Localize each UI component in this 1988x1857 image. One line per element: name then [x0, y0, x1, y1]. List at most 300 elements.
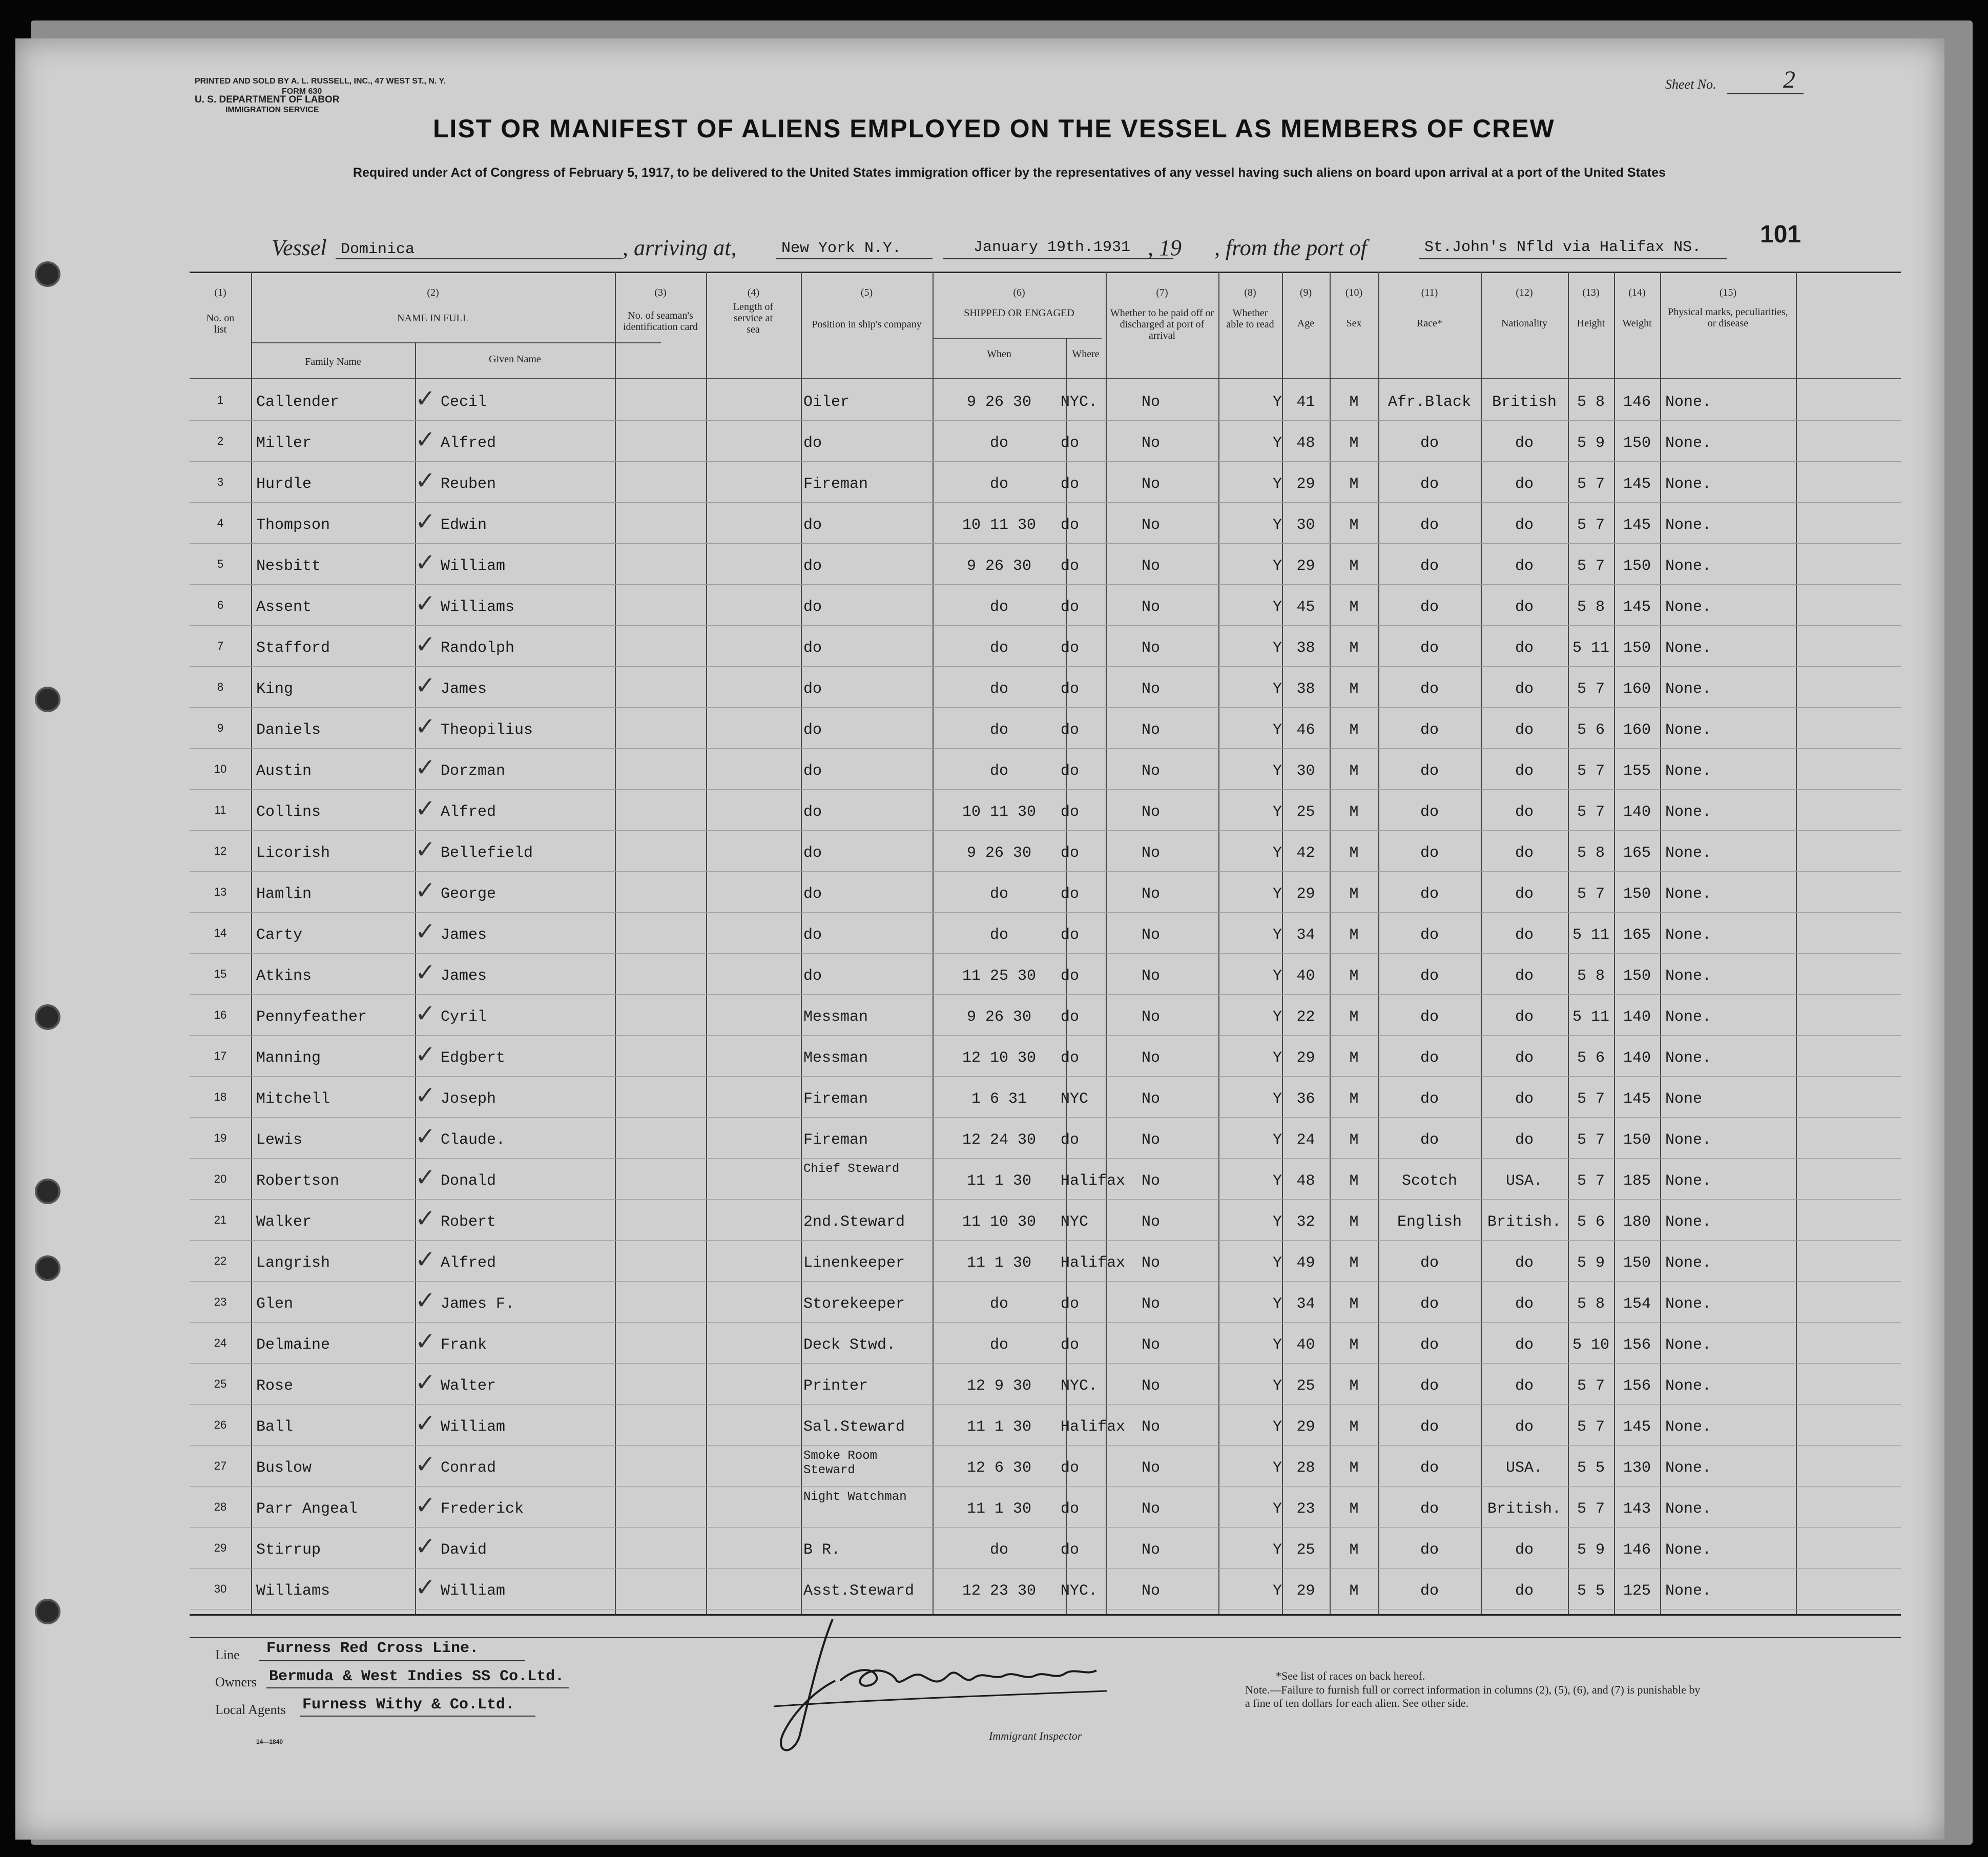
cell-sex: M — [1349, 1500, 1359, 1518]
cell-given-name: Frank — [441, 1336, 487, 1354]
cell-sex: M — [1349, 599, 1359, 616]
col-num: (10) — [1345, 287, 1363, 298]
cell-nationality: do — [1515, 1090, 1534, 1108]
cell-position: Night Watchman — [803, 1490, 907, 1504]
cell-height: 5 7 — [1577, 1377, 1605, 1395]
cell-family-name: Daniels — [256, 721, 321, 739]
cell-row-number: 21 — [214, 1213, 227, 1226]
cell-sex: M — [1349, 1541, 1359, 1559]
cell-row-number: 10 — [214, 762, 227, 775]
row-rule — [190, 502, 1901, 503]
cell-able-to-read: Y — [1272, 844, 1282, 862]
cell-shipped-where: do — [1061, 1541, 1080, 1559]
cell-given-name: Williams — [441, 599, 515, 616]
cell-shipped-where: do — [1061, 599, 1080, 616]
agents-label: Local Agents — [215, 1702, 286, 1717]
owners-underline — [266, 1687, 569, 1688]
cell-able-to-read: Y — [1272, 721, 1282, 739]
cell-able-to-read: Y — [1272, 1377, 1282, 1395]
col-header-sex: Sex — [1346, 318, 1362, 329]
cell-nationality: do — [1515, 1295, 1534, 1313]
cell-physical-marks: None. — [1665, 803, 1712, 821]
cell-age: 28 — [1296, 1459, 1315, 1477]
cell-age: 29 — [1296, 476, 1315, 493]
cell-sex: M — [1349, 762, 1359, 780]
cell-sex: M — [1349, 885, 1359, 903]
cell-physical-marks: None — [1665, 1090, 1703, 1108]
cell-family-name: Hurdle — [256, 476, 312, 493]
cell-height: 5 10 — [1572, 1336, 1609, 1354]
row-rule — [190, 1076, 1901, 1077]
row-rule — [190, 666, 1901, 667]
cell-nationality: do — [1515, 558, 1534, 575]
cell-sex: M — [1349, 1582, 1359, 1600]
cell-age: 36 — [1296, 1090, 1315, 1108]
cell-position: do — [803, 844, 822, 862]
cell-nationality: British. — [1487, 1213, 1562, 1231]
cell-family-name: Callender — [256, 394, 340, 411]
cell-family-name: Licorish — [256, 844, 330, 862]
cell-shipped-when: 10 11 30 — [962, 803, 1037, 821]
cell-shipped-when: do — [989, 639, 1008, 657]
cell-nationality: do — [1515, 803, 1534, 821]
cell-able-to-read: Y — [1272, 1295, 1282, 1313]
cell-shipped-when: 12 10 30 — [962, 1049, 1037, 1067]
row-rule — [190, 1035, 1901, 1036]
col-header-no: No. on list — [206, 313, 235, 335]
cell-shipped-when: do — [989, 1541, 1008, 1559]
cell-given-name: Frederick — [441, 1500, 524, 1518]
cell-sex: M — [1349, 517, 1359, 534]
cell-able-to-read: Y — [1272, 1172, 1282, 1190]
cell-nationality: do — [1515, 1582, 1534, 1600]
cell-height: 5 7 — [1577, 476, 1605, 493]
cell-shipped-when: do — [989, 926, 1008, 944]
cell-nationality: do — [1515, 1008, 1534, 1026]
cell-family-name: Nesbitt — [256, 558, 321, 575]
cell-sex: M — [1349, 435, 1359, 452]
row-rule — [190, 912, 1901, 913]
checkmark-icon: ✓ — [415, 958, 436, 987]
cell-weight: 160 — [1623, 680, 1651, 698]
cell-family-name: Assent — [256, 599, 312, 616]
cell-shipped-where: do — [1061, 1131, 1080, 1149]
cell-able-to-read: Y — [1272, 1090, 1282, 1108]
cell-weight: 150 — [1623, 967, 1651, 985]
cell-weight: 145 — [1623, 599, 1651, 616]
col-num: (9) — [1299, 287, 1312, 298]
page-stamp-number: 101 — [1760, 221, 1801, 248]
cell-family-name: Pennyfeather — [256, 1008, 367, 1026]
cell-race: do — [1420, 1500, 1439, 1518]
cell-position: Fireman — [803, 1090, 868, 1108]
cell-able-to-read: Y — [1272, 476, 1282, 493]
cell-shipped-when: 11 25 30 — [962, 967, 1037, 985]
cell-race: do — [1420, 1131, 1439, 1149]
cell-shipped-when: 9 26 30 — [966, 394, 1032, 411]
cell-given-name: James F. — [441, 1295, 515, 1313]
cell-paid-off: No — [1142, 926, 1161, 944]
checkmark-icon: ✓ — [415, 1163, 436, 1192]
cell-family-name: Thompson — [256, 517, 330, 534]
cell-physical-marks: None. — [1665, 1336, 1712, 1354]
cell-row-number: 24 — [214, 1336, 227, 1349]
cell-age: 30 — [1296, 517, 1315, 534]
cell-shipped-where: NYC. — [1061, 1377, 1098, 1395]
cell-weight: 125 — [1623, 1582, 1651, 1600]
cell-row-number: 1 — [217, 394, 224, 406]
checkmark-icon: ✓ — [415, 1450, 436, 1479]
cell-given-name: Reuben — [441, 476, 496, 493]
col-num: (1) — [214, 287, 226, 298]
cell-row-number: 22 — [214, 1254, 227, 1267]
vessel-name: Dominica — [341, 241, 415, 258]
cell-paid-off: No — [1142, 639, 1161, 657]
cell-given-name: James — [441, 680, 487, 698]
cell-row-number: 3 — [217, 476, 224, 488]
row-rule — [190, 1240, 1901, 1241]
cell-weight: 145 — [1623, 517, 1651, 534]
cell-paid-off: No — [1142, 803, 1161, 821]
cell-shipped-when: do — [989, 721, 1008, 739]
cell-sex: M — [1349, 1254, 1359, 1272]
cell-weight: 165 — [1623, 844, 1651, 862]
cell-shipped-where: do — [1061, 926, 1080, 944]
checkmark-icon: ✓ — [415, 876, 436, 905]
cell-physical-marks: None. — [1665, 599, 1712, 616]
cell-given-name: Alfred — [441, 435, 496, 452]
cell-nationality: do — [1515, 1418, 1534, 1436]
cell-weight: 156 — [1623, 1336, 1651, 1354]
cell-race: do — [1420, 1295, 1439, 1313]
table-top-rule — [190, 272, 1901, 273]
cell-shipped-where: do — [1061, 639, 1080, 657]
cell-family-name: Stafford — [256, 639, 330, 657]
cell-physical-marks: None. — [1665, 1459, 1712, 1477]
cell-paid-off: No — [1142, 476, 1161, 493]
cell-race: do — [1420, 1049, 1439, 1067]
shipped-subheader-rule — [933, 338, 1102, 339]
cell-position: Smoke Room Steward — [803, 1449, 878, 1477]
arrival-date: January 19th.1931 — [974, 239, 1131, 256]
line-label: Line — [215, 1647, 240, 1662]
cell-position: Fireman — [803, 476, 868, 493]
cell-nationality: do — [1515, 721, 1534, 739]
cell-weight: 150 — [1623, 639, 1651, 657]
cell-position: 2nd.Steward — [803, 1213, 905, 1231]
cell-position: Linenkeeper — [803, 1254, 905, 1272]
cell-position: Oiler — [803, 394, 850, 411]
cell-physical-marks: None. — [1665, 639, 1712, 657]
cell-row-number: 2 — [217, 435, 224, 447]
cell-paid-off: No — [1142, 1172, 1161, 1190]
cell-given-name: William — [441, 1582, 506, 1600]
fine-note: Note.—Failure to furnish full or correct information in columns (2), (5), (6), and (7) is punishable by a fine of ten dollars for each alien. See other side. — [1245, 1683, 1701, 1709]
cell-sex: M — [1349, 926, 1359, 944]
col-rule — [933, 272, 934, 1614]
row-rule — [190, 584, 1901, 585]
cell-shipped-where: do — [1061, 476, 1080, 493]
cell-position: Chief Steward — [803, 1162, 900, 1176]
checkmark-icon: ✓ — [415, 1040, 436, 1069]
cell-family-name: Williams — [256, 1582, 330, 1600]
cell-age: 38 — [1296, 639, 1315, 657]
cell-height: 5 7 — [1577, 1172, 1605, 1190]
cell-physical-marks: None. — [1665, 1377, 1712, 1395]
cell-height: 5 6 — [1577, 1049, 1605, 1067]
cell-height: 5 7 — [1577, 1090, 1605, 1108]
cell-race: do — [1420, 599, 1439, 616]
owners-label: Owners — [215, 1675, 257, 1689]
cell-sex: M — [1349, 394, 1359, 411]
cell-paid-off: No — [1142, 680, 1161, 698]
requirement-text: Required under Act of Congress of February 5, 1917, to be delivered to the United States immigration officer by the representatives of any vessel having such aliens on board upon arrival at a port of the United States — [353, 166, 1666, 180]
arrival-port: New York N.Y. — [781, 240, 902, 257]
cell-nationality: do — [1515, 517, 1534, 534]
cell-nationality: do — [1515, 435, 1534, 452]
cell-nationality: British — [1492, 394, 1557, 411]
cell-able-to-read: Y — [1272, 599, 1282, 616]
cell-weight: 130 — [1623, 1459, 1651, 1477]
cell-height: 5 5 — [1577, 1459, 1605, 1477]
cell-nationality: British. — [1487, 1500, 1562, 1518]
checkmark-icon: ✓ — [415, 1532, 436, 1561]
cell-height: 5 8 — [1577, 599, 1605, 616]
cell-position: do — [803, 721, 822, 739]
cell-family-name: King — [256, 680, 294, 698]
cell-row-number: 30 — [214, 1582, 227, 1595]
row-rule — [190, 1281, 1901, 1282]
cell-paid-off: No — [1142, 1582, 1161, 1600]
cell-age: 25 — [1296, 803, 1315, 821]
cell-nationality: do — [1515, 476, 1534, 493]
cell-able-to-read: Y — [1272, 435, 1282, 452]
cell-age: 41 — [1296, 394, 1315, 411]
cell-given-name: Randolph — [441, 639, 515, 657]
year-label: , 19 — [1148, 235, 1182, 260]
col-header-shipped: SHIPPED OR ENGAGED — [964, 307, 1074, 319]
cell-race: do — [1420, 762, 1439, 780]
cell-shipped-when: 11 1 30 — [966, 1172, 1032, 1190]
cell-position: do — [803, 517, 822, 534]
cell-shipped-where: do — [1061, 721, 1080, 739]
cell-row-number: 13 — [214, 885, 227, 898]
cell-row-number: 16 — [214, 1008, 227, 1021]
row-rule — [190, 625, 1901, 626]
cell-age: 29 — [1296, 885, 1315, 903]
cell-shipped-when: do — [989, 1295, 1008, 1313]
cell-paid-off: No — [1142, 517, 1161, 534]
cell-weight: 165 — [1623, 926, 1651, 944]
cell-age: 29 — [1296, 1418, 1315, 1436]
col-rule — [1796, 272, 1797, 1614]
cell-paid-off: No — [1142, 599, 1161, 616]
cell-height: 5 6 — [1577, 721, 1605, 739]
cell-shipped-when: 12 6 30 — [966, 1459, 1032, 1477]
cell-age: 24 — [1296, 1131, 1315, 1149]
cell-family-name: Hamlin — [256, 885, 312, 903]
cell-family-name: Collins — [256, 803, 321, 821]
cell-age: 42 — [1296, 844, 1315, 862]
header-bottom-rule — [190, 378, 1901, 379]
row-rule — [190, 789, 1901, 790]
checkmark-icon: ✓ — [415, 835, 436, 864]
vessel-underline — [336, 258, 623, 259]
cell-paid-off: No — [1142, 1049, 1161, 1067]
checkmark-icon: ✓ — [415, 1409, 436, 1438]
cell-given-name: James — [441, 967, 487, 985]
name-subheader-rule — [251, 342, 661, 343]
cell-row-number: 19 — [214, 1131, 227, 1144]
cell-given-name: Theopilius — [441, 721, 533, 739]
checkmark-icon: ✓ — [415, 1368, 436, 1397]
cell-race: do — [1420, 803, 1439, 821]
cell-sex: M — [1349, 1295, 1359, 1313]
cell-physical-marks: None. — [1665, 680, 1712, 698]
checkmark-icon: ✓ — [415, 1327, 436, 1356]
col-header-weight: Weight — [1622, 318, 1652, 329]
line-underline — [259, 1660, 525, 1661]
cell-given-name: Claude. — [441, 1131, 506, 1149]
cell-height: 5 8 — [1577, 967, 1605, 985]
col-header-given: Given Name — [489, 354, 541, 365]
punch-hole — [35, 261, 60, 287]
row-rule — [190, 420, 1901, 421]
cell-race: do — [1420, 1541, 1439, 1559]
cell-shipped-where: do — [1061, 844, 1080, 862]
cell-height: 5 6 — [1577, 1213, 1605, 1231]
cell-shipped-where: Halifax — [1061, 1254, 1126, 1272]
cell-paid-off: No — [1142, 1377, 1161, 1395]
cell-able-to-read: Y — [1272, 558, 1282, 575]
cell-paid-off: No — [1142, 1459, 1161, 1477]
cell-sex: M — [1349, 721, 1359, 739]
checkmark-icon: ✓ — [415, 671, 436, 700]
cell-sex: M — [1349, 1172, 1359, 1190]
row-rule — [190, 830, 1901, 831]
col-header-nationality: Nationality — [1501, 318, 1547, 329]
cell-physical-marks: None. — [1665, 476, 1712, 493]
cell-shipped-where: do — [1061, 1049, 1080, 1067]
steamship-line: Furness Red Cross Line. — [266, 1640, 479, 1657]
col-header-name: NAME IN FULL — [397, 313, 469, 324]
cell-family-name: Miller — [256, 435, 312, 452]
cell-sex: M — [1349, 1377, 1359, 1395]
cell-able-to-read: Y — [1272, 1459, 1282, 1477]
cell-race: do — [1420, 1336, 1439, 1354]
cell-row-number: 6 — [217, 599, 224, 611]
cell-position: Fireman — [803, 1131, 868, 1149]
cell-height: 5 7 — [1577, 1418, 1605, 1436]
cell-shipped-when: 11 10 30 — [962, 1213, 1037, 1231]
cell-shipped-when: 11 1 30 — [966, 1418, 1032, 1436]
checkmark-icon: ✓ — [415, 999, 436, 1028]
cell-position: do — [803, 967, 822, 985]
form-number: FORM 630 — [282, 87, 322, 96]
col-header-height: Height — [1577, 318, 1605, 329]
col-rule — [706, 272, 707, 1614]
cell-age: 22 — [1296, 1008, 1315, 1026]
cell-position: B R. — [803, 1541, 841, 1559]
checkmark-icon: ✓ — [415, 1286, 436, 1315]
cell-height: 5 11 — [1572, 639, 1609, 657]
cell-weight: 145 — [1623, 476, 1651, 493]
cell-age: 30 — [1296, 762, 1315, 780]
date-underline — [943, 258, 1173, 259]
cell-row-number: 14 — [214, 926, 227, 939]
cell-position: do — [803, 680, 822, 698]
cell-shipped-when: 12 9 30 — [966, 1377, 1032, 1395]
cell-age: 23 — [1296, 1500, 1315, 1518]
cell-able-to-read: Y — [1272, 1008, 1282, 1026]
cell-paid-off: No — [1142, 1254, 1161, 1272]
cell-age: 49 — [1296, 1254, 1315, 1272]
cell-height: 5 7 — [1577, 558, 1605, 575]
cell-nationality: USA. — [1505, 1459, 1543, 1477]
cell-able-to-read: Y — [1272, 1500, 1282, 1518]
cell-sex: M — [1349, 1131, 1359, 1149]
row-rule — [190, 748, 1901, 749]
cell-sex: M — [1349, 1336, 1359, 1354]
cell-shipped-where: do — [1061, 1295, 1080, 1313]
sheet-underline — [1727, 93, 1804, 94]
cell-given-name: William — [441, 1418, 506, 1436]
cell-nationality: USA. — [1505, 1172, 1543, 1190]
col-num: (2) — [427, 287, 439, 298]
cell-height: 5 7 — [1577, 517, 1605, 534]
departure-port: St.John's Nfld via Halifax NS. — [1424, 239, 1702, 256]
cell-paid-off: No — [1142, 1090, 1161, 1108]
col-num: (13) — [1582, 287, 1600, 298]
cell-shipped-when: 11 1 30 — [966, 1254, 1032, 1272]
cell-shipped-where: do — [1061, 517, 1080, 534]
col-header-when: When — [987, 348, 1011, 360]
cell-age: 34 — [1296, 926, 1315, 944]
cell-able-to-read: Y — [1272, 967, 1282, 985]
checkmark-icon: ✓ — [415, 917, 436, 946]
cell-physical-marks: None. — [1665, 1008, 1712, 1026]
punch-hole — [35, 1004, 60, 1030]
row-rule — [190, 1117, 1901, 1118]
cell-paid-off: No — [1142, 762, 1161, 780]
cell-position: do — [803, 435, 822, 452]
cell-nationality: do — [1515, 844, 1534, 862]
col-header-service: Length of service at sea — [733, 301, 774, 335]
cell-age: 25 — [1296, 1377, 1315, 1395]
cell-position: do — [803, 558, 822, 575]
cell-nationality: do — [1515, 1049, 1534, 1067]
col-num: (12) — [1516, 287, 1533, 298]
cell-paid-off: No — [1142, 1295, 1161, 1313]
cell-shipped-where: NYC — [1061, 1213, 1089, 1231]
col-num: (4) — [747, 287, 760, 298]
cell-shipped-when: do — [989, 435, 1008, 452]
cell-shipped-where: do — [1061, 558, 1080, 575]
cell-shipped-where: Halifax — [1061, 1172, 1126, 1190]
cell-physical-marks: None. — [1665, 1295, 1712, 1313]
cell-height: 5 9 — [1577, 1254, 1605, 1272]
cell-physical-marks: None. — [1665, 1131, 1712, 1149]
col-rule — [615, 272, 616, 1614]
checkmark-icon: ✓ — [415, 589, 436, 618]
cell-nationality: do — [1515, 885, 1534, 903]
cell-family-name: Austin — [256, 762, 312, 780]
cell-nationality: do — [1515, 1254, 1534, 1272]
cell-family-name: Langrish — [256, 1254, 330, 1272]
cell-given-name: Robert — [441, 1213, 496, 1231]
cell-position: Storekeeper — [803, 1295, 905, 1313]
cell-position: Printer — [803, 1377, 868, 1395]
